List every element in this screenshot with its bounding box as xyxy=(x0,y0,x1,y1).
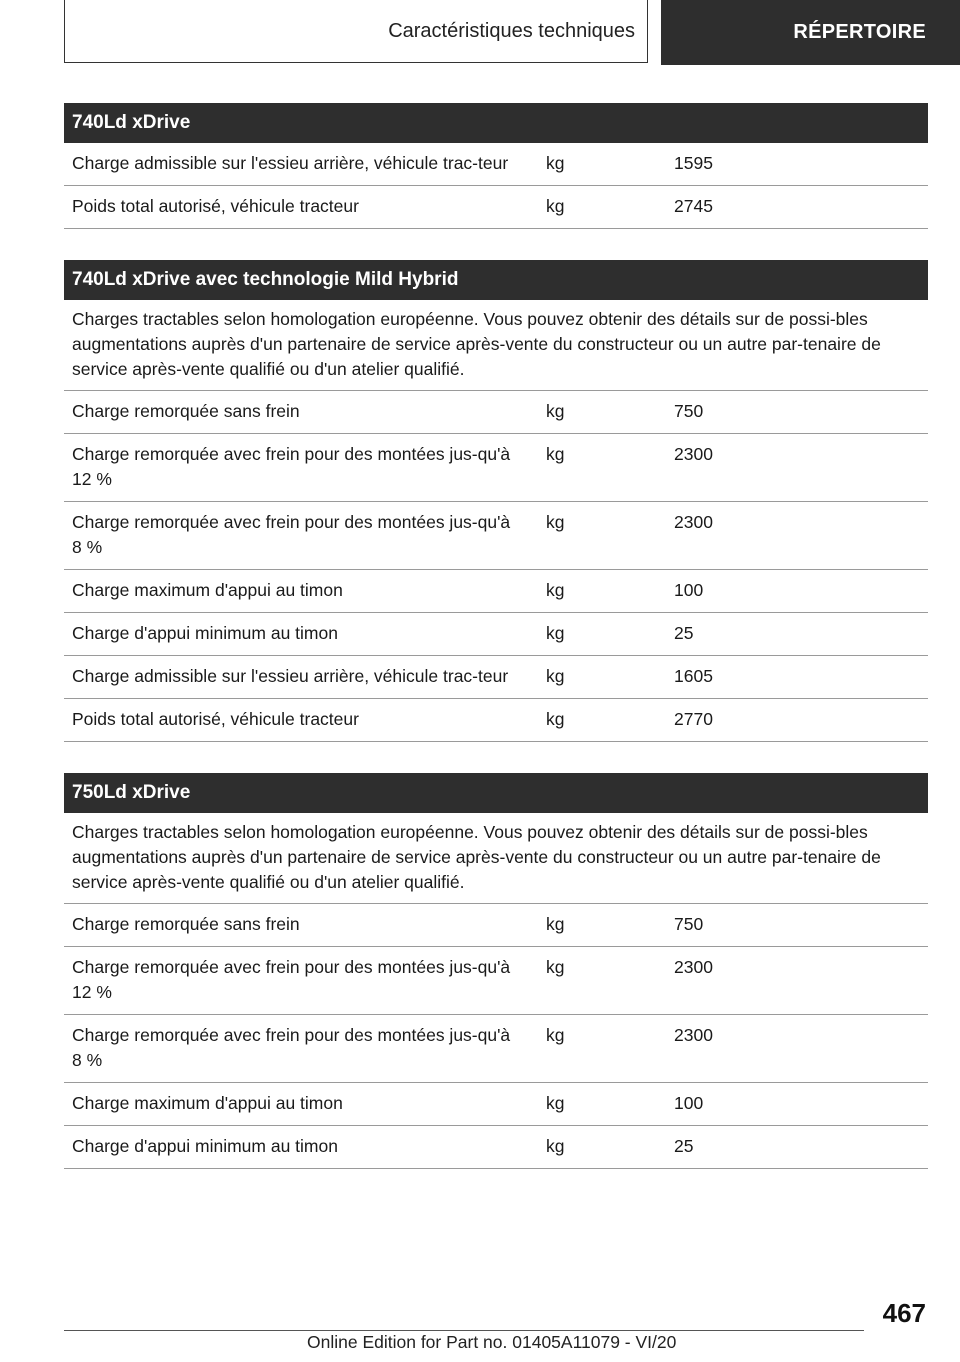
row-label: Poids total autorisé, véhicule tracteur xyxy=(72,196,359,216)
table-row xyxy=(64,143,928,186)
row-value: 100 xyxy=(674,1093,704,1113)
row-unit: kg xyxy=(546,444,565,464)
row-value: 2745 xyxy=(674,196,713,216)
table-row xyxy=(64,947,928,1015)
row-value: 750 xyxy=(674,401,704,421)
row-value: 100 xyxy=(674,580,704,600)
row-label: Charge maximum d'appui au timon xyxy=(72,1093,343,1113)
section-title-tab[interactable] xyxy=(64,0,648,63)
row-label: Poids total autorisé, véhicule tracteur xyxy=(72,709,359,729)
index-tab-label: RÉPERTOIRE xyxy=(793,21,926,43)
row-value: 2300 xyxy=(674,957,713,977)
page-number: 467 xyxy=(882,1298,926,1328)
table-row xyxy=(64,613,928,656)
table-row xyxy=(64,904,928,947)
row-unit: kg xyxy=(546,153,565,173)
row-value: 1595 xyxy=(674,153,713,173)
table-row xyxy=(64,570,928,613)
row-value: 2300 xyxy=(674,1025,713,1045)
row-unit: kg xyxy=(546,709,565,729)
row-value: 2770 xyxy=(674,709,713,729)
block-note: Charges tractables selon homologation européenne. Vous pouvez obtenir des détails sur de possi-bles augmentations auprès d'un partenaire de service après-vente du constructeur ou un autre par-tenaire de service après-vente qualifié ou d'un atelier qualifié. xyxy=(64,813,928,904)
row-label: Charge remorquée avec frein pour des montées jus-qu'à 12 % xyxy=(72,444,511,489)
table-row xyxy=(64,391,928,434)
row-value: 25 xyxy=(674,623,694,643)
row-label: Charge remorquée avec frein pour des montées jus-qu'à 8 % xyxy=(72,1025,511,1070)
block-note: Charges tractables selon homologation européenne. Vous pouvez obtenir des détails sur de possi-bles augmentations auprès d'un partenaire de service après-vente du constructeur ou un autre par-tenaire de service après-vente qualifié ou d'un atelier qualifié. xyxy=(64,300,928,391)
row-unit: kg xyxy=(546,1025,565,1045)
row-label: Charge maximum d'appui au timon xyxy=(72,580,343,600)
table-row xyxy=(64,434,928,502)
spec-content xyxy=(64,103,928,1200)
row-unit: kg xyxy=(546,580,565,600)
row-unit: kg xyxy=(546,914,565,934)
row-label: Charge d'appui minimum au timon xyxy=(72,623,338,643)
row-value: 2300 xyxy=(674,512,713,532)
row-unit: kg xyxy=(546,957,565,977)
row-label: Charge remorquée avec frein pour des montées jus-qu'à 8 % xyxy=(72,512,511,557)
row-label: Charge remorquée sans frein xyxy=(72,914,300,934)
row-unit: kg xyxy=(546,196,565,216)
row-unit: kg xyxy=(546,512,565,532)
table-row xyxy=(64,1083,928,1126)
row-value: 2300 xyxy=(674,444,713,464)
footer-divider xyxy=(64,1330,864,1331)
footer-edition-text: Online Edition for Part no. 01405A11079 - VI/20 xyxy=(307,1332,677,1352)
row-label: Charge d'appui minimum au timon xyxy=(72,1136,338,1156)
row-value: 1605 xyxy=(674,666,713,686)
row-value: 25 xyxy=(674,1136,694,1156)
table-row xyxy=(64,502,928,570)
row-label: Charge remorquée avec frein pour des montées jus-qu'à 12 % xyxy=(72,957,511,1002)
block-title: 740Ld xDrive avec technologie Mild Hybrid xyxy=(64,260,928,300)
row-unit: kg xyxy=(546,401,565,421)
index-tab[interactable] xyxy=(661,0,960,65)
row-label: Charge remorquée sans frein xyxy=(72,401,300,421)
row-label: Charge admissible sur l'essieu arrière, véhicule trac-teur xyxy=(72,153,509,173)
row-value: 750 xyxy=(674,914,704,934)
spec-block-750ld xyxy=(64,773,928,1169)
row-label: Charge admissible sur l'essieu arrière, véhicule trac-teur xyxy=(72,666,509,686)
table-row xyxy=(64,656,928,699)
table-row xyxy=(64,1126,928,1169)
row-unit: kg xyxy=(546,1136,565,1156)
block-title: 740Ld xDrive xyxy=(64,103,928,143)
table-row xyxy=(64,186,928,229)
table-row xyxy=(64,699,928,742)
spec-block-740ld xyxy=(64,103,928,229)
section-title: Caractéristiques techniques xyxy=(388,19,635,42)
table-row xyxy=(64,1015,928,1083)
block-title: 750Ld xDrive xyxy=(64,773,928,813)
row-unit: kg xyxy=(546,1093,565,1113)
spec-block-740ld-mild-hybrid xyxy=(64,260,928,742)
page-header xyxy=(0,0,960,66)
row-unit: kg xyxy=(546,623,565,643)
row-unit: kg xyxy=(546,666,565,686)
